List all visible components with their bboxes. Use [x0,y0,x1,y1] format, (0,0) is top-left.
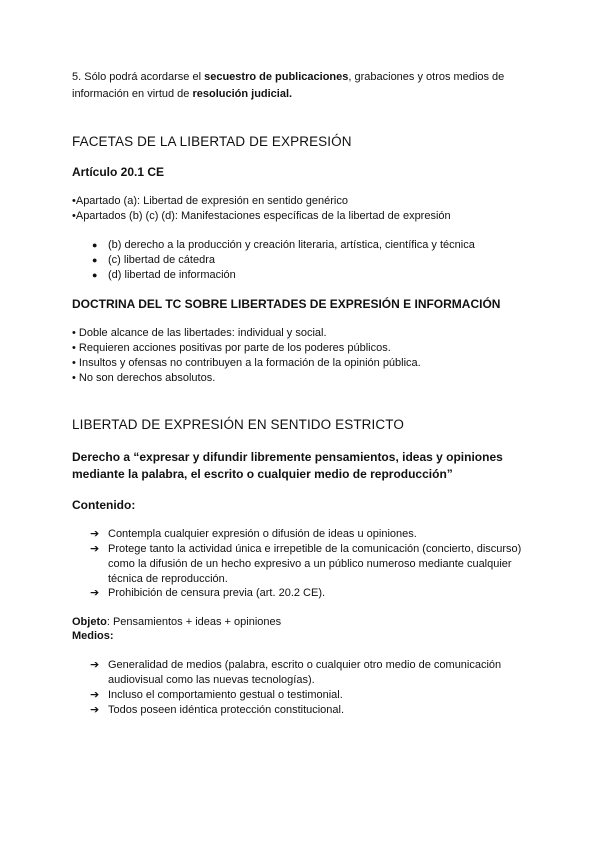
list-item: Incluso el comportamiento gestual o testimonial. [108,689,343,701]
list-item: Contempla cualquier expresión o difusión de ideas u opiniones. [108,528,417,540]
para5-text: información en virtud de [72,88,193,100]
para5-text: 5. Sólo podrá acordarse el [72,71,205,83]
bullet-icon: ● [92,255,98,265]
estricto-definition-line1: Derecho a “expresar y difundir libremente pensamientos, ideas y opiniones [72,450,503,464]
para5-text: , grabaciones y otros medios de [348,71,505,83]
doctrina-heading: DOCTRINA DEL TC SOBRE LIBERTADES DE EXPRESIÓN E INFORMACIÓN [72,297,501,311]
arrow-icon: ➔ [90,543,100,555]
list-item: (c) libertad de cátedra [108,254,215,266]
arrow-icon: ➔ [90,689,100,701]
facetas-line2: •Apartados (b) (c) (d): Manifestaciones específicas de la libertad de expresión [72,210,451,222]
estricto-definition-line2: mediante la palabra, el escrito o cualquier medio de reproducción” [72,467,453,481]
objeto-label: Objeto [72,616,107,628]
para5-bold-resolucion: resolución judicial. [192,88,293,100]
contenido-label: Contenido: [72,498,136,512]
para5-bold-secuestro: secuestro de publicaciones [204,71,349,83]
facetas-heading: FACETAS DE LA LIBERTAD DE EXPRESIÓN [72,134,352,149]
arrow-icon: ➔ [90,659,100,671]
arrow-icon: ➔ [90,528,100,540]
doctrina-item: • Doble alcance de las libertades: individual y social. [72,327,327,339]
list-item: (d) libertad de información [108,269,236,281]
list-item: (b) derecho a la producción y creación literaria, artística, científica y técnica [108,239,475,251]
list-item: Prohibición de censura previa (art. 20.2 CE). [108,587,326,599]
doctrina-item: • Insultos y ofensas no contribuyen a la formación de la opinión pública. [72,357,421,369]
list-item: Todos poseen idéntica protección constitucional. [108,704,345,716]
list-item: Protege tanto la actividad única e irrepetible de la comunicación (concierto, discurso) [108,543,522,555]
facetas-article: Artículo 20.1 CE [72,165,165,179]
list-item-continuation: como la difusión de un hecho expresivo a un público numeroso mediante cualquier [108,558,512,570]
facetas-line1: •Apartado (a): Libertad de expresión en sentido genérico [72,195,348,207]
list-item: Generalidad de medios (palabra, escrito o cualquier otro medio de comunicación [108,659,502,671]
bullet-icon: ● [92,240,98,250]
para5-line1 [72,70,504,85]
bullet-icon: ● [92,270,98,280]
estricto-heading: LIBERTAD DE EXPRESIÓN EN SENTIDO ESTRICTO [72,417,404,432]
arrow-icon: ➔ [90,704,100,716]
list-item-continuation: técnica de reproducción. [108,573,228,585]
arrow-icon: ➔ [90,587,100,599]
para5-line2 [72,87,292,102]
medios-label: Medios: [72,630,114,642]
doctrina-item: • No son derechos absolutos. [72,372,216,384]
list-item-continuation: audiovisual como las nuevas tecnologías). [108,674,315,686]
objeto-line [72,615,281,630]
objeto-value: : Pensamientos + ideas + opiniones [106,616,282,628]
doctrina-item: • Requieren acciones positivas por parte de los poderes públicos. [72,342,391,354]
